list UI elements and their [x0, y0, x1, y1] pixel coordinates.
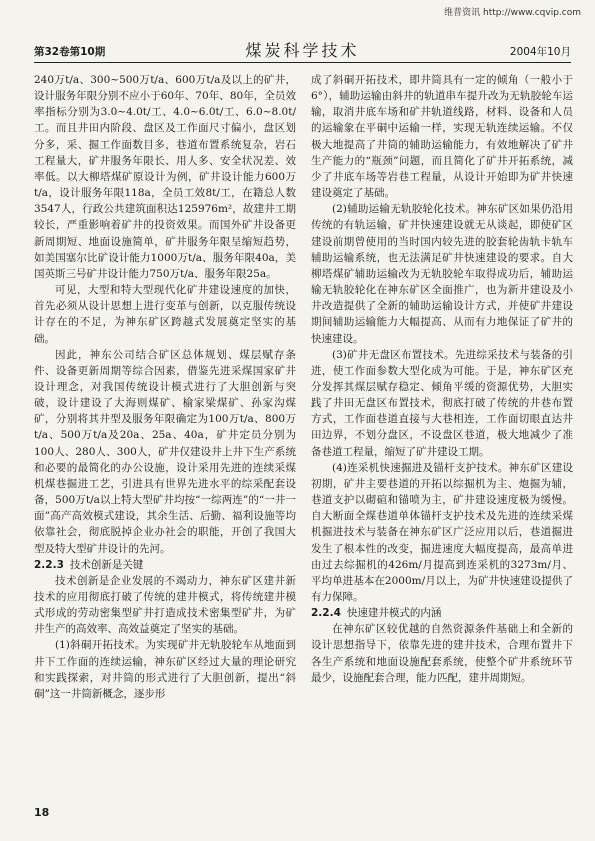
journal-title: 煤炭科学技术 [245, 41, 360, 60]
watermark-text: 维普资讯 http://www.cqvip.com [444, 8, 581, 18]
paragraph: (2)辅助运输无轨胶轮化技术。神东矿区如果仍沿用传统的有轨运输，矿井快速建设就无从谈起，即使矿区建设前期曾使用的当时国内较先进的胶套轮齿轨卡轨车辅助运输系统，也无法满足矿井快速建设的要求。自大柳塔煤矿辅助运输改为无轨胶轮车取得成功后，辅助运输无轨胶轮化在神东矿区全面推广，也为新井建设及小井改造提供了全新的辅助运输设计方式，并使矿井建设期间辅助运输能力大幅提高、从而有力地保证了矿井的快速建设。 [311, 203, 573, 345]
section-title: 快速建井模式的内涵 [346, 607, 442, 620]
left-column [34, 72, 296, 702]
paragraph: 因此，神东公司结合矿区总体规划、煤层赋存条件、设备更新周期等综合因素，借鉴先进采煤国家矿井设计理念，对我国传统设计模式进行了大胆创新与突破，设计建设了大海则煤矿、榆家梁煤矿、孙家沟煤矿，分别将其井型及服务年限确定为100万t/a、800万t/a、500万t/a及20a、25a、40a，矿井定员分别为100人、280人、300人，矿井仅建设井上井下生产系统和必要的最简化的办公设施，设计采用先进的连续采煤机煤巷掘进工艺，引进具有世界先进水平的综采配套设备，500万t/a以上特大型矿井均按“一综两连”的“一井一面”高产高效模式建设，其余生活、后勤、福利设施等均依靠社会，彻底脱掉企业办社会的职能，开创了我国大型及特大型矿井设计的先河。 [34, 348, 296, 555]
volume-issue: 第32卷第10期 [34, 46, 106, 58]
paragraph: 240万t/a、300~500万t/a、600万t/a及以上的矿井，设计服务年限分别不应小于60年、70年、80年，全员效率指标分别为3.0~4.0t/工、4.0~6.0t/工、6.0~8.0t/工。而且井田内阶段、盘区及工作面尺寸偏小，盘区划分多，采、掘工作面数目多，巷道布置系统复杂，岩石工程量大，矿井服务年限长、用人多、安全状况差、效率低。以大柳塔煤矿原设计为例，矿井设计能力600万t/a，设计服务年限118a，全员工效8t/工，在籍总人数3547人，行政公共建筑面积达125976m²，故建井工期较长，严重影响着矿井的投资效果。而国外矿井设备更新周期短、地面设施简单，矿井服务年限呈缩短趋势，如美国塞尔比矿设计能力1000万t/a、服务年限40a，美国英斯三号矿井设计能力750万t/a、服务年限25a。 [34, 74, 296, 280]
paragraph: (1)斜硐开拓技术。为实现矿井无轨胶轮车从地面到井下工作面的连续运输，神东矿区经过大量的理论研究和实践探索，对井筒的形式进行了大胆创新，提出“斜硐”这一井筒新概念，逐步形 [34, 639, 296, 700]
section-number: 2.2.3 [34, 558, 64, 571]
right-column [311, 72, 573, 686]
section-title: 技术创新是关键 [69, 558, 144, 571]
section-heading [34, 557, 296, 573]
page-number: 18 [34, 806, 50, 819]
paragraph: 可见，大型和特大型现代化矿井建设速度的加快，首先必须从设计思想上进行变革与创新，以克服传统设计存在的不足，为神东矿区跨越式发展奠定坚实的基础。 [34, 284, 296, 345]
paragraph: 技术创新是企业发展的不竭动力，神东矿区建井新技术的应用彻底打破了传统的建井模式，将传统建井模式形成的劳动密集型矿井打造成技术密集型矿井，为矿井生产的高效率、高效益奠定了坚实的基础。 [34, 574, 296, 636]
section-number: 2.2.4 [311, 607, 341, 620]
paragraph: 成了斜硐开拓技术，即井筒具有一定的倾角（一般小于6°），辅助运输由斜井的轨道串车提升改为无轨胶轮车运输，取消井底车场和矿井轨道线路，材料、设备和人员的运输象在平硐中运输一样，实现无轨连续运输。不仅极大地提高了井筒的辅助运输能力，有效地解决了矿井生产能力的“瓶颈”问题，而且简化了矿井开拓系统，减少了井底车场等岩巷工程量，从设计开始即为矿井快速建设奠定了基础。 [311, 74, 573, 200]
running-header [34, 41, 571, 63]
issue-date: 2004年10月 [509, 46, 571, 58]
paragraph: (4)连采机快速掘进及锚杆支护技术。神东矿区建设初期，矿井主要巷道的开拓以综掘机为主、炮掘为辅，巷道支护以砌碹和锚喷为主，矿井建设速度极为缓慢。自大断面全煤巷道单体锚杆支护技术及先进的连续采煤机掘进技术与装备在神东矿区广泛应用以后，巷道掘进发生了根本性的改变，掘进速度大幅度提高，最高单进由过去综掘机的426m/月提高到连采机的3273m/月、平均单进基本在2000m/月以上，为矿井快速建设提供了有力保障。 [311, 461, 573, 603]
section-heading [311, 605, 573, 621]
paragraph: 在神东矿区较优越的自然资源条件基础上和全新的设计思想指导下，依靠先进的建井技术，合理布置井下各生产系统和地面设施配套系统，使整个矿井系统环节最少，设施配套合理，能力匹配，建井周期短。 [311, 623, 573, 684]
paragraph: (3)矿井无盘区布置技术。先进综采技术与装备的引进，使工作面参数大型化成为可能。于是，神东矿区充分发挥其煤层赋存稳定、倾角平缓的资源优势，大胆实践了井田无盘区布置技术，彻底打破了传统的井巷布置方式，工作面巷道直接与大巷相连，工作面切眼直达井田边界，不划分盘区，不设盘区巷道，极大地减少了准备巷道工程量，缩短了矿井建设工期。 [311, 348, 573, 458]
